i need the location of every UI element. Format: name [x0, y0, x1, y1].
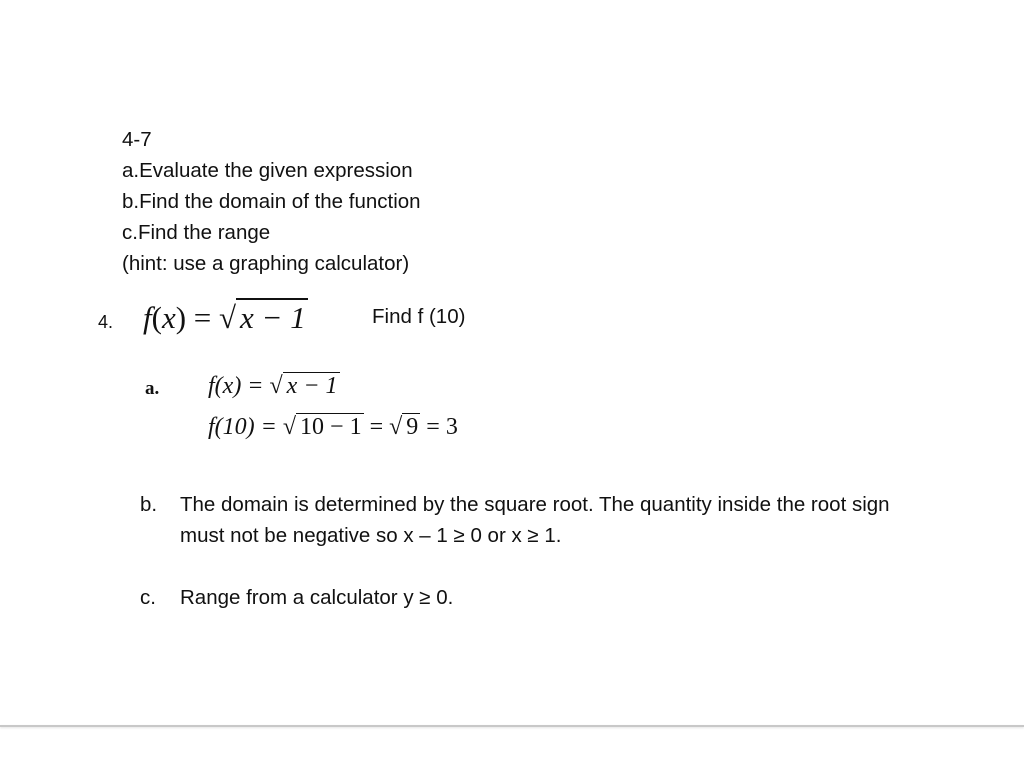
part-a-radicand: x − 1 — [283, 372, 340, 399]
answer-text-range: Range from a calculator y ≥ 0. — [180, 586, 454, 609]
part-a-lhs: f(x) = — [208, 373, 270, 399]
radicand: x − 1 — [236, 298, 308, 335]
answer-list — [140, 489, 930, 613]
close-paren: ) — [175, 300, 187, 335]
evaluation-radicand: 10 − 1 — [296, 413, 364, 440]
radical-sign: √ — [389, 414, 403, 440]
radical-sign: √ — [219, 300, 237, 335]
instruction-line-range: 4-7 — [122, 128, 152, 151]
answer-item-range — [140, 582, 930, 613]
part-a-square-root — [270, 373, 340, 400]
instruction-line-range-find: c.Find the range — [122, 221, 271, 244]
find-instruction: Find f (10) — [372, 305, 466, 328]
evaluation-equals: = — [363, 414, 390, 440]
function-name: f — [143, 300, 152, 335]
problem-number: 4. — [98, 312, 114, 332]
instruction-line-hint: (hint: use a graphing calculator) — [122, 252, 410, 275]
instructions-block — [122, 124, 421, 279]
instruction-line-evaluate: a.Evaluate the given expression — [122, 159, 413, 182]
square-root — [219, 300, 308, 336]
simplified-radicand: 9 — [402, 413, 420, 440]
open-paren: ( — [151, 300, 162, 335]
equals-sign: = — [186, 300, 220, 335]
function-definition — [143, 300, 308, 336]
simplified-square-root — [389, 414, 420, 441]
answer-item-domain — [140, 489, 930, 551]
evaluation-square-root — [283, 414, 364, 441]
answer-text-domain: The domain is determined by the square root. The quantity inside the root sign must not be negative so x – 1 ≥ 0 or x ≥ 1. — [180, 493, 890, 547]
part-a-label: a. — [145, 378, 160, 399]
evaluation-result: = 3 — [420, 414, 458, 440]
instruction-line-domain: b.Find the domain of the function — [122, 190, 421, 213]
radical-sign: √ — [269, 373, 283, 399]
radical-sign: √ — [282, 414, 297, 440]
part-a-evaluation-line — [208, 414, 458, 441]
answer-marker: c. — [140, 586, 156, 609]
answer-spacer — [140, 551, 930, 582]
part-a-function-line — [208, 373, 340, 400]
evaluation-lhs: f(10) = — [208, 414, 283, 440]
bottom-divider — [0, 725, 1024, 727]
answer-marker: b. — [140, 493, 158, 516]
function-variable: x — [161, 300, 176, 335]
